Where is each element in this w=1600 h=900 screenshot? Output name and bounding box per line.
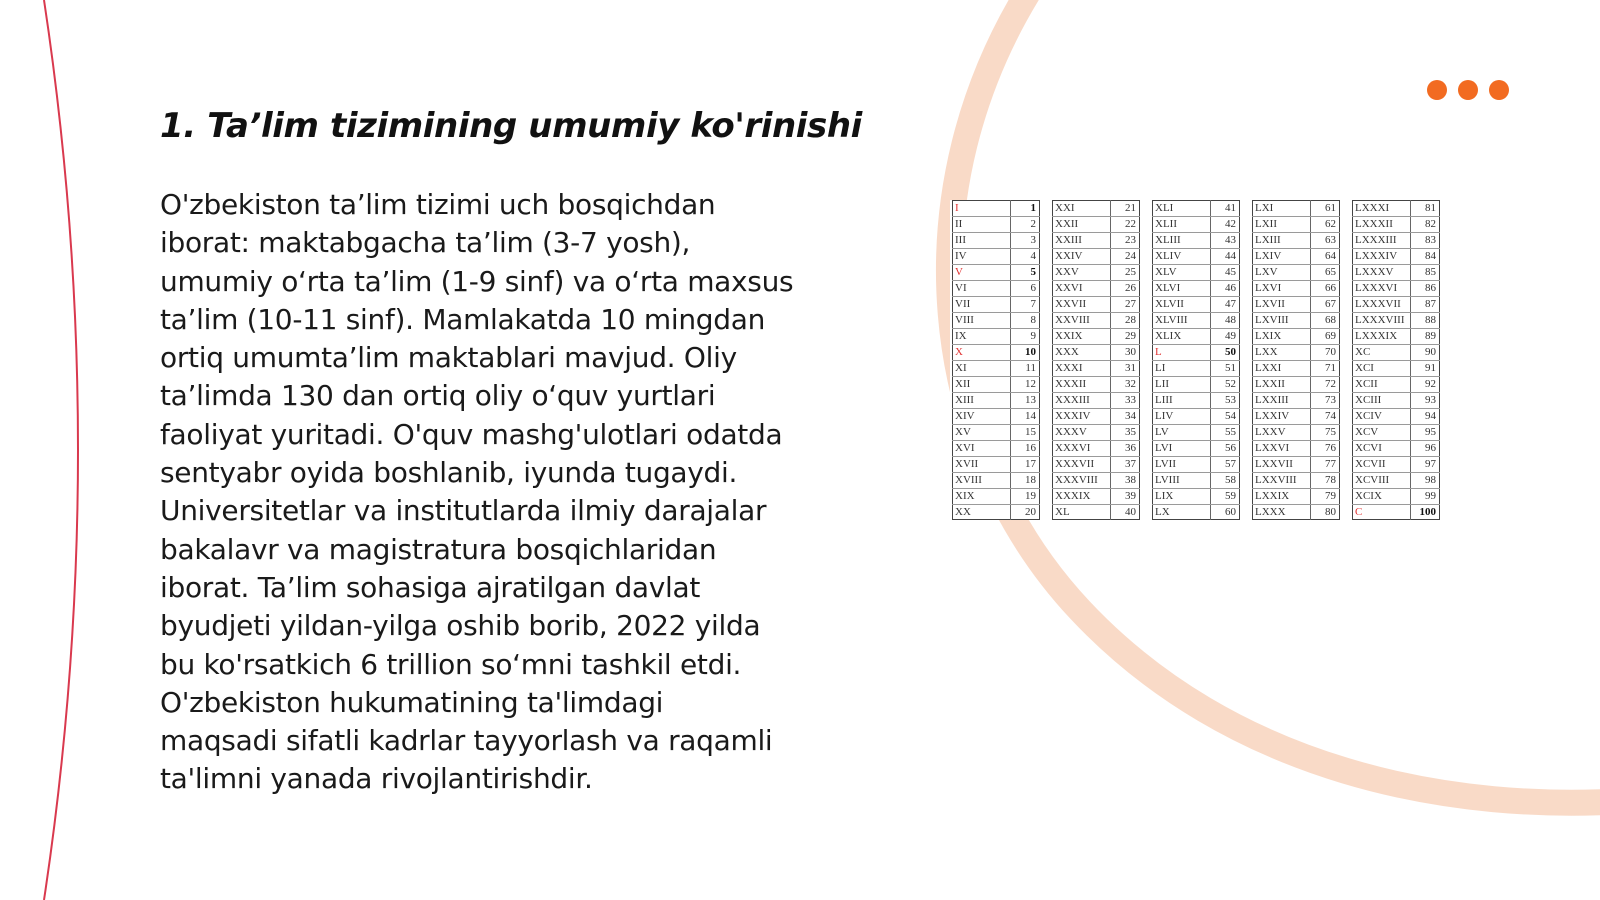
arabic-number-cell: 95 [1425,426,1436,438]
roman-numeral-cell: LVI [1155,442,1173,454]
body-text-line: O'zbekiston hukumatining ta'limdagi [160,685,664,719]
arabic-number-cell: 75 [1325,426,1336,438]
arabic-number-cell: 4 [1030,250,1036,262]
roman-numeral-cell: LVIII [1155,474,1180,486]
arabic-number-cell: 17 [1025,458,1036,470]
arabic-number-cell: 19 [1025,490,1036,502]
roman-numeral-cell: XXXVI [1055,442,1091,454]
roman-numeral-cell: XXXIV [1055,410,1091,422]
roman-numeral-cell: XVII [955,458,979,470]
roman-numeral-cell: LXXX [1255,506,1286,518]
roman-numeral-cell: LV [1155,426,1169,438]
roman-numeral-cell: XX [955,506,971,518]
arabic-number-cell: 30 [1125,346,1136,358]
roman-numeral-cell: XI [955,362,967,374]
roman-numeral-cell: XXXIII [1055,394,1090,406]
arabic-number-cell: 60 [1225,506,1236,518]
arabic-number-cell: 85 [1425,266,1436,278]
roman-numeral-cell: LXIV [1255,250,1282,262]
arabic-number-cell: 76 [1325,442,1336,454]
roman-numeral-cell: XVIII [955,474,982,486]
arabic-number-cell: 26 [1125,282,1136,294]
arabic-number-cell: 79 [1325,490,1336,502]
roman-numeral-cell: XCIX [1355,490,1382,502]
arabic-number-cell: 86 [1425,282,1436,294]
roman-numeral-cell: LX [1155,506,1170,518]
roman-numeral-cell: XXII [1055,218,1079,230]
arabic-number-cell: 3 [1030,234,1036,246]
roman-numeral-cell: LXVII [1255,298,1285,310]
arabic-number-cell: 77 [1325,458,1336,470]
dot-decoration [1489,80,1509,100]
roman-numeral-cell: X [955,346,963,358]
arabic-number-cell: 67 [1325,298,1336,310]
roman-numeral-cell: LXXVIII [1255,474,1297,486]
roman-numeral-cell: XCI [1355,362,1374,374]
arabic-number-cell: 1 [1030,202,1036,214]
arabic-number-cell: 94 [1425,410,1436,422]
arabic-number-cell: 31 [1125,362,1136,374]
arabic-number-cell: 71 [1325,362,1336,374]
roman-numeral-cell: XCV [1355,426,1379,438]
roman-numeral-cell: LXIX [1255,330,1282,342]
body-text-line: O'zbekiston ta’lim tizimi uch bosqichdan [160,188,716,221]
arabic-number-cell: 34 [1125,410,1136,422]
arabic-number-cell: 29 [1125,330,1136,342]
roman-numeral-cell: VIII [955,314,974,326]
arabic-number-cell: 41 [1225,202,1236,214]
roman-numeral-cell: LXXXV [1355,266,1394,278]
arabic-number-cell: 50 [1225,346,1236,358]
roman-numeral-cell: I [955,202,959,214]
roman-numeral-cell: XXXV [1055,426,1087,438]
arabic-number-cell: 38 [1125,474,1136,486]
arabic-number-cell: 32 [1125,378,1136,390]
arabic-number-cell: 46 [1225,282,1236,294]
roman-numeral-cell: XCII [1355,378,1378,390]
arabic-number-cell: 73 [1325,394,1336,406]
roman-numeral-cell: LXXIII [1255,394,1289,406]
arabic-number-cell: 74 [1325,410,1336,422]
arabic-number-cell: 89 [1425,330,1436,342]
roman-numeral-cell: LXVIII [1255,314,1289,326]
roman-numeral-cell: LXXXIX [1355,330,1398,342]
roman-numeral-cell: LXXXIII [1355,234,1397,246]
arabic-number-cell: 49 [1225,330,1236,342]
body-text-line: bu ko'rsatkich 6 trillion so‘mni tashkil etdi. [160,647,742,681]
slide-body-text [160,186,860,799]
roman-numeral-cell: LXXIX [1255,490,1290,502]
roman-numeral-cell: III [955,234,966,246]
arabic-number-cell: 80 [1325,506,1336,518]
body-text-line: maqsadi sifatli kadrlar tayyorlash va raqamli [160,724,773,758]
arabic-number-cell: 44 [1225,250,1236,262]
roman-numeral-cell: L [1155,346,1162,358]
arabic-number-cell: 64 [1325,250,1336,262]
roman-numeral-cell: IX [955,330,967,342]
roman-numeral-cell: LXXVI [1255,442,1290,454]
roman-numeral-cell: LXXI [1255,362,1282,374]
roman-numeral-cell: LXXV [1255,426,1286,438]
arabic-number-cell: 97 [1425,458,1436,470]
arabic-number-cell: 42 [1225,218,1236,230]
roman-numeral-cell: LXXXVIII [1355,314,1405,326]
arabic-number-cell: 82 [1425,218,1436,230]
roman-numeral-cell: XXVII [1055,298,1087,310]
roman-numeral-cell: XL [1055,506,1070,518]
roman-numeral-cell: XXXI [1055,362,1083,374]
body-text-line: ortiq umumta’lim maktablari mavjud. Oliy [160,341,737,375]
roman-numeral-cell: XIX [955,490,975,502]
roman-numeral-cell: LXXVII [1255,458,1293,470]
arabic-number-cell: 66 [1325,282,1336,294]
red-curve-decoration [44,0,78,900]
arabic-number-cell: 54 [1225,410,1236,422]
arabic-number-cell: 81 [1425,202,1436,214]
arabic-number-cell: 68 [1325,314,1336,326]
arabic-number-cell: 58 [1225,474,1236,486]
arabic-number-cell: 36 [1125,442,1136,454]
arabic-number-cell: 7 [1030,298,1036,310]
slide-title: 1. Ta’lim tizimining umumiy ko'rinishi [160,106,862,146]
arabic-number-cell: 9 [1030,330,1036,342]
arabic-number-cell: 10 [1025,346,1036,358]
roman-numeral-cell: LVII [1155,458,1176,470]
body-text-line: sentyabr oyida boshlanib, iyunda tugaydi. [160,456,738,490]
arabic-number-cell: 83 [1425,234,1436,246]
arabic-number-cell: 39 [1125,490,1136,502]
arabic-number-cell: 48 [1225,314,1236,326]
roman-numeral-cell: LXXII [1255,378,1285,390]
arabic-number-cell: 70 [1325,346,1336,358]
roman-numeral-cell: XLVII [1155,298,1184,310]
arabic-number-cell: 2 [1030,218,1036,230]
arabic-number-cell: 18 [1025,474,1036,486]
roman-numeral-cell: XXIX [1055,330,1083,342]
roman-numeral-cell: LXXXII [1355,218,1393,230]
arabic-number-cell: 91 [1425,362,1436,374]
roman-numeral-cell: XLVIII [1155,314,1188,326]
body-text-line: iborat. Ta’lim sohasiga ajratilgan davlat [160,570,701,604]
roman-numeral-cell: LXI [1255,202,1274,214]
roman-numerals-table [950,200,1450,520]
roman-numeral-cell: LXV [1255,266,1278,278]
roman-numeral-cell: XC [1355,346,1371,358]
arabic-number-cell: 24 [1125,250,1136,262]
arabic-number-cell: 90 [1425,346,1436,358]
arabic-number-cell: 57 [1225,458,1236,470]
arabic-number-cell: 59 [1225,490,1236,502]
body-text-line: ta’lim (10-11 sinf). Mamlakatda 10 mingdan [160,302,766,336]
arabic-number-cell: 37 [1125,458,1136,470]
roman-numeral-cell: XII [955,378,971,390]
body-text-line: bakalavr va magistratura bosqichlaridan [160,532,717,566]
arabic-number-cell: 100 [1419,506,1436,518]
roman-numeral-cell: LIX [1155,490,1174,502]
roman-numeral-cell: XLIV [1155,250,1182,262]
roman-numeral-cell: XLI [1155,202,1174,214]
roman-numeral-cell: XXXIX [1055,490,1091,502]
roman-numeral-cell: XIV [955,410,975,422]
arabic-number-cell: 8 [1030,314,1036,326]
roman-numeral-cell: XXV [1055,266,1079,278]
arabic-number-cell: 43 [1225,234,1236,246]
arabic-number-cell: 6 [1030,282,1036,294]
roman-numeral-cell: XXIII [1055,234,1082,246]
roman-numeral-cell: XXI [1055,202,1075,214]
roman-numeral-cell: XIII [955,394,974,406]
roman-numeral-cell: LXVI [1255,282,1282,294]
roman-numeral-cell: XLIX [1155,330,1182,342]
roman-numeral-cell: XXVI [1055,282,1083,294]
roman-numeral-cell: XCVII [1355,458,1386,470]
arabic-number-cell: 65 [1325,266,1336,278]
roman-numeral-cell: LXXXI [1355,202,1390,214]
arabic-number-cell: 35 [1125,426,1136,438]
roman-numeral-cell: XCIII [1355,394,1382,406]
arabic-number-cell: 21 [1125,202,1136,214]
arabic-number-cell: 72 [1325,378,1336,390]
body-text-line: ta'limni yanada rivojlantirishdir. [160,762,593,796]
arabic-number-cell: 12 [1025,378,1036,390]
body-text-line: iborat: maktabgacha ta’lim (3-7 yosh), [160,226,691,260]
arabic-number-cell: 15 [1025,426,1036,438]
roman-numeral-cell: XCVIII [1355,474,1390,486]
roman-numeral-cell: XV [955,426,971,438]
arabic-number-cell: 11 [1025,362,1036,374]
roman-numeral-cell: LI [1155,362,1166,374]
arabic-number-cell: 5 [1030,266,1036,278]
arabic-number-cell: 20 [1025,506,1036,518]
roman-numeral-cell: XXX [1055,346,1079,358]
arabic-number-cell: 78 [1325,474,1336,486]
arabic-number-cell: 62 [1325,218,1336,230]
arabic-number-cell: 88 [1425,314,1436,326]
roman-numeral-cell: LXXXVI [1355,282,1398,294]
roman-numeral-cell: XCVI [1355,442,1382,454]
arabic-number-cell: 61 [1325,202,1336,214]
body-text-line: byudjeti yildan-yilga oshib borib, 2022 yilda [160,609,761,643]
arabic-number-cell: 99 [1425,490,1436,502]
roman-numeral-cell: XXIV [1055,250,1083,262]
body-text-line: umumiy o‘rta ta’lim (1-9 sinf) va o‘rta maxsus [160,264,794,298]
arabic-number-cell: 69 [1325,330,1336,342]
arabic-number-cell: 84 [1425,250,1436,262]
arabic-number-cell: 45 [1225,266,1236,278]
roman-numeral-cell: LXIII [1255,234,1281,246]
arabic-number-cell: 93 [1425,394,1436,406]
dot-decoration [1458,80,1478,100]
roman-numeral-cell: XLV [1155,266,1177,278]
dot-decoration [1427,80,1447,100]
arabic-number-cell: 52 [1225,378,1236,390]
roman-numeral-cell: XLII [1155,218,1177,230]
arabic-number-cell: 63 [1325,234,1336,246]
roman-numeral-cell: XLVI [1155,282,1181,294]
roman-numeral-cell: LXXXVII [1355,298,1401,310]
roman-numeral-cell: LXXIV [1255,410,1290,422]
arabic-number-cell: 47 [1225,298,1236,310]
arabic-number-cell: 96 [1425,442,1436,454]
roman-numeral-cell: C [1355,506,1363,518]
arabic-number-cell: 51 [1225,362,1236,374]
arabic-number-cell: 27 [1125,298,1136,310]
arabic-number-cell: 16 [1025,442,1036,454]
arabic-number-cell: 22 [1125,218,1136,230]
arabic-number-cell: 14 [1025,410,1036,422]
body-text-line: faoliyat yuritadi. O'quv mashg'ulotlari odatda [160,417,783,451]
roman-numeral-cell: LXXXIV [1355,250,1398,262]
roman-numeral-cell: XXXII [1055,378,1087,390]
arabic-number-cell: 87 [1425,298,1436,310]
arabic-number-cell: 13 [1025,394,1036,406]
roman-numeral-cell: IV [955,250,967,262]
arabic-number-cell: 28 [1125,314,1136,326]
arabic-number-cell: 56 [1225,442,1236,454]
roman-numeral-cell: LXII [1255,218,1277,230]
roman-numeral-cell: XVI [955,442,975,454]
roman-numeral-cell: XXXVII [1055,458,1095,470]
roman-numeral-cell: VI [955,282,967,294]
roman-numeral-cell: XCIV [1355,410,1382,422]
roman-numeral-cell: LII [1155,378,1170,390]
arabic-number-cell: 33 [1125,394,1136,406]
arabic-number-cell: 23 [1125,234,1136,246]
roman-numeral-cell: VII [955,298,971,310]
roman-numeral-cell: XXXVIII [1055,474,1098,486]
arabic-number-cell: 25 [1125,266,1136,278]
arabic-number-cell: 53 [1225,394,1236,406]
arabic-number-cell: 55 [1225,426,1236,438]
roman-numeral-cell: LXX [1255,346,1278,358]
roman-numeral-cell: LIII [1155,394,1173,406]
roman-numeral-cell: XLIII [1155,234,1181,246]
body-text-line: Universitetlar va institutlarda ilmiy darajalar [160,494,767,528]
roman-numeral-cell: II [955,218,963,230]
arabic-number-cell: 40 [1125,506,1136,518]
arabic-number-cell: 98 [1425,474,1436,486]
arabic-number-cell: 92 [1425,378,1436,390]
roman-numeral-cell: LIV [1155,410,1174,422]
roman-numeral-cell: V [955,266,963,278]
body-text-line: ta’limda 130 dan ortiq oliy o‘quv yurtlari [160,379,716,413]
roman-numeral-cell: XXVIII [1055,314,1090,326]
